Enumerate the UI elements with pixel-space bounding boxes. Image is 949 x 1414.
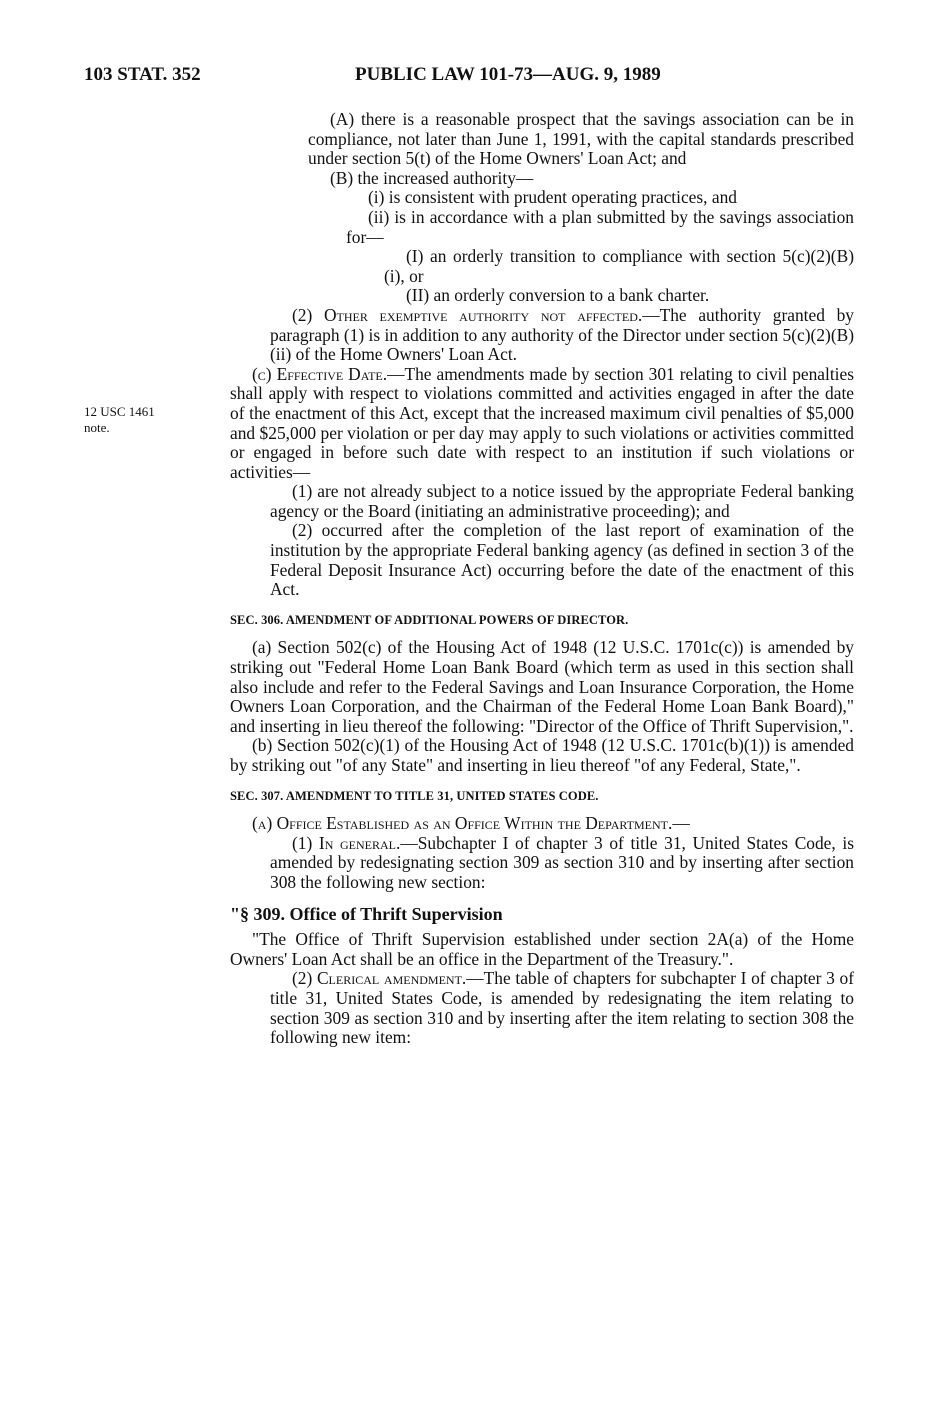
para-B-i: (i) is consistent with prudent operating practices, and (368, 187, 737, 208)
para-B-ii-I: (I) an orderly transition to compliance with section 5(c)(2)(B)(i), or (384, 246, 854, 286)
para-c-effective-date (230, 365, 854, 483)
sec307-a-text: — (672, 813, 690, 834)
para-2-text: —The authority granted by paragraph (1) is in addition to any authority of the Director under section 5(c)(2)(B)(ii) of the Home Owners' Loan Act. (270, 304, 854, 365)
section-306-heading: SEC. 306. AMENDMENT OF ADDITIONAL POWERS OF DIRECTOR. (230, 612, 629, 627)
sec307-2-text: —The table of chapters for subchapter I of chapter 3 of title 31, United States Code, is amended by redesignating the item relating to section 309 as section 310 and by inserting after the item relating to section 308 the following new item: (270, 968, 854, 1048)
sec307-para-1 (270, 834, 854, 893)
running-header-title: PUBLIC LAW 101-73—AUG. 9, 1989 (355, 64, 661, 85)
margin-note-line-2: note. (84, 420, 110, 435)
para-2-heading: (2) Other exemptive authority not affected. (292, 304, 643, 325)
sec307-para-2 (270, 969, 854, 1047)
section-307-heading: SEC. 307. AMENDMENT TO TITLE 31, UNITED STATES CODE. (230, 788, 599, 803)
sec307-1-heading: (1) In general. (292, 832, 401, 853)
para-B-ii-II: (II) an orderly conversion to a bank charter. (406, 285, 710, 306)
sec307-2-heading: (2) Clerical amendment. (292, 968, 467, 989)
para-A: (A) there is a reasonable prospect that the savings association can be in compliance, not later than June 1, 1991, with the capital standards prescribed under section 5(t) of the Home Owners' Loan Act; and (308, 109, 854, 169)
para-c-2: (2) occurred after the completion of the last report of examination of the institution by the appropriate Federal banking agency (as defined in section 3 of the Federal Deposit Insurance Act) occurring before the date of the enactment of this Act. (270, 520, 854, 600)
sec309-text: "The Office of Thrift Supervision established under section 2A(a) of the Home Owners' Loan Act shall be an office in the Department of the Treasury.". (230, 929, 854, 969)
body-text (230, 110, 854, 1048)
stat-page-number: 103 STAT. 352 (84, 64, 201, 85)
sec307-para-a (230, 814, 854, 834)
para-2-other-exemptive (270, 306, 854, 365)
margin-note-line-1: 12 USC 1461 (84, 404, 155, 419)
sec307-a-heading: (a) Office Established as an Office Within the Department. (252, 813, 673, 834)
sec307-1-text: —Subchapter I of chapter 3 of title 31, United States Code, is amended by redesignating section 309 as section 310 and by inserting after section 308 the following new section: (270, 832, 854, 892)
para-B: (B) the increased authority— (330, 167, 534, 188)
para-c-heading: (c) Effective Date. (252, 363, 388, 384)
para-B-ii: (ii) is in accordance with a plan submitted by the savings association for— (346, 206, 854, 247)
section-309-heading: "§ 309. Office of Thrift Supervision (230, 903, 503, 924)
para-c-1: (1) are not already subject to a notice issued by the appropriate Federal banking agency or the Board (initiating an administrative proceeding); and (270, 481, 854, 521)
margin-citation-note (84, 404, 194, 436)
para-c-text: —The amendments made by section 301 relating to civil penalties shall apply with respect to violations committed and activities engaged in after the date of the enactment of this Act, except that the increased maximum civil penalties of $5,000 and $25,000 per violation or per day may apply to such violations or activities committed or engaged in before such date with respect to an institution if such violations or activities— (230, 363, 855, 482)
sec306-para-a: (a) Section 502(c) of the Housing Act of 1948 (12 U.S.C. 1701c(c)) is amended by striking out "Federal Home Loan Bank Board (which term as used in this section shall also include and refer to the Federal Savings and Loan Insurance Corporation, the Home Owners Loan Corporation, and the Chairman of the Federal Home Loan Bank Board)," and inserting in lieu thereof the following: "Director of the Office of Thrift Supervision,". (230, 637, 854, 736)
sec306-para-b: (b) Section 502(c)(1) of the Housing Act of 1948 (12 U.S.C. 1701c(b)(1)) is amended by striking out "of any State" and inserting in lieu thereof "of any Federal, State,". (230, 735, 854, 775)
